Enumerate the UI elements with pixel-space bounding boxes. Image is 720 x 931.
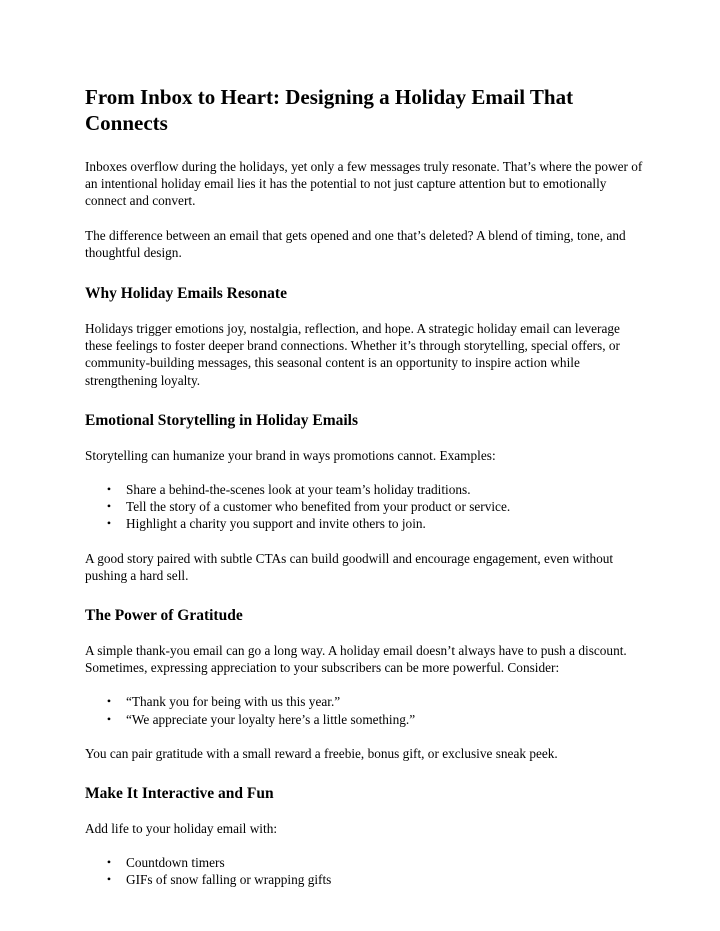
section-lead: Add life to your holiday email with: [85, 821, 278, 837]
list-item-text: “We appreciate your loyalty here’s a little something.” [126, 711, 416, 727]
section-closing: A good story paired with subtle CTAs can build goodwill and encourage engagement, even without pushing a hard sell. [85, 550, 614, 583]
list-item-text: Countdown timers [126, 855, 225, 871]
bullet-icon: • [106, 694, 112, 709]
intro-paragraph-1: Inboxes overflow during the holidays, yet only a few messages truly resonate. That’s where the power of an intentional holiday email lies it has the potential to not just capture attention but to emotionally connect and convert. [85, 159, 643, 209]
bullet-icon: • [106, 499, 112, 514]
section-paragraph: Holidays trigger emotions joy, nostalgia, reflection, and hope. A strategic holiday email can leverage these feelings to foster deeper brand connections. Whether it’s through storytelling, special offers, or community-building messages, this seasonal content is an opportunity to inspire action while strengthening loyalty. [85, 321, 620, 388]
section-lead: A simple thank-you email can go a long way. A holiday email doesn’t always have to push a discount. Sometimes, expressing appreciation to your subscribers can be more powerful. Consider: [85, 643, 627, 676]
list-item-text: Tell the story of a customer who benefited from your product or service. [126, 499, 511, 515]
list-item-text: “Thank you for being with us this year.” [126, 694, 341, 710]
bullet-icon: • [106, 516, 112, 531]
bullet-icon: • [106, 711, 112, 726]
list-item-text: Share a behind-the-scenes look at your team’s holiday traditions. [126, 482, 471, 498]
section-closing: You can pair gratitude with a small reward a freebie, bonus gift, or exclusive sneak peek. [85, 745, 558, 761]
list-item [85, 871, 645, 888]
list-item [85, 515, 645, 532]
section-heading-emotional-storytelling: Emotional Storytelling in Holiday Emails [85, 411, 358, 429]
list-item [85, 854, 645, 871]
section-heading-why-holiday-emails-resonate: Why Holiday Emails Resonate [85, 285, 287, 303]
bullet-icon: • [106, 855, 112, 870]
intro-paragraph-2: The difference between an email that gets opened and one that’s deleted? A blend of timing, tone, and thoughtful design. [85, 227, 626, 260]
bullet-list [85, 481, 645, 533]
list-item-text: GIFs of snow falling or wrapping gifts [126, 872, 332, 888]
document-page [85, 84, 645, 906]
bullet-list [85, 854, 645, 888]
bullet-icon: • [106, 872, 112, 887]
document-title: From Inbox to Heart: Designing a Holiday Email That Connects [85, 85, 574, 135]
list-item [85, 711, 645, 728]
section-heading-power-of-gratitude: The Power of Gratitude [85, 607, 243, 625]
list-item [85, 481, 645, 498]
list-item-text: Highlight a charity you support and invite others to join. [126, 516, 426, 532]
bullet-icon: • [106, 482, 112, 497]
bullet-list [85, 693, 645, 727]
list-item [85, 498, 645, 515]
section-lead: Storytelling can humanize your brand in ways promotions cannot. Examples: [85, 447, 496, 463]
list-item [85, 693, 645, 710]
section-heading-make-it-interactive: Make It Interactive and Fun [85, 785, 274, 803]
